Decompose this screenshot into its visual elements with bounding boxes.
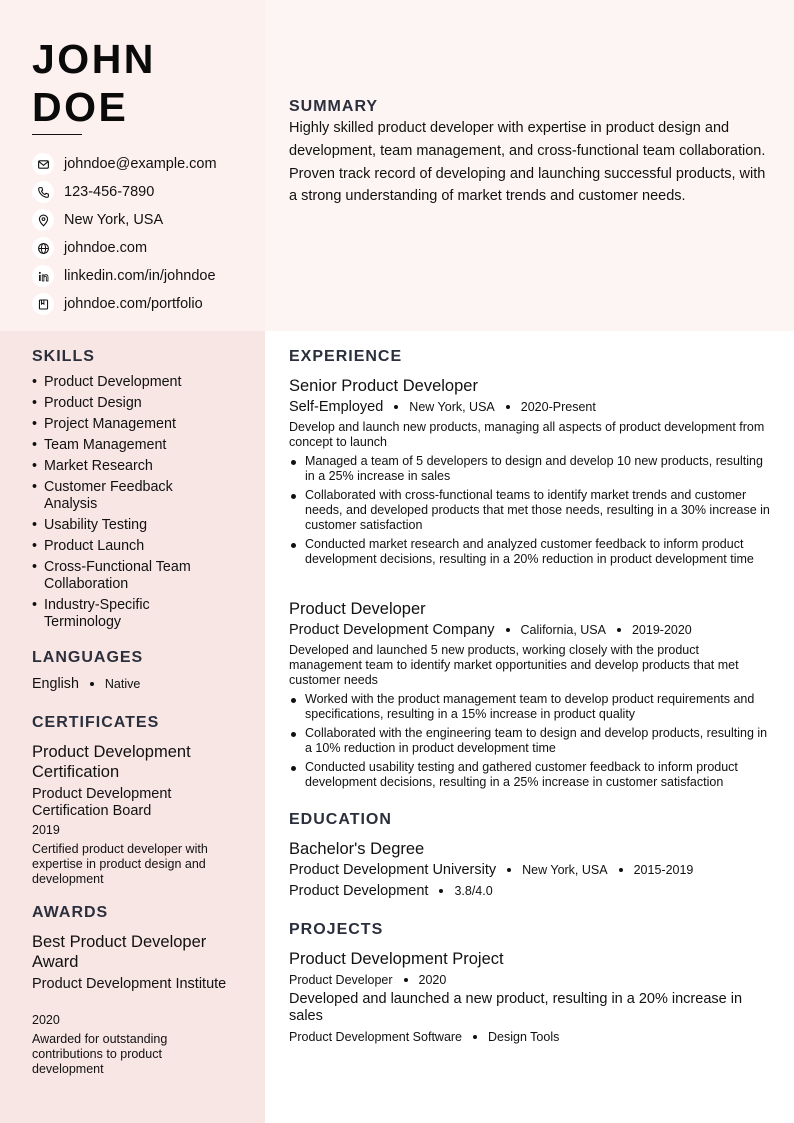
certificate-issuer: Product Development Certification Board [32, 786, 172, 819]
globe-icon [32, 237, 54, 259]
contact-portfolio-text: johndoe.com/portfolio [64, 296, 203, 312]
projects-heading: PROJECTS [289, 921, 384, 938]
achievement-item: Collaborated with cross-functional teams to identify market trends and customer needs, and developed products that met those needs, resulting in a 30% increase in customer satisfaction [289, 488, 771, 533]
first-name: JOHN [32, 36, 156, 82]
separator-dot [507, 868, 511, 872]
separator-dot [619, 868, 623, 872]
job-meta [289, 398, 771, 416]
languages-heading: LANGUAGES [32, 649, 144, 666]
location-pin-icon [32, 209, 54, 231]
summary-text: Highly skilled product developer with expertise in product design and development, team management, and cross-functional team collaboration. Proven track record of developing and launching successful products, with a strong understanding of market trends and customer needs. [289, 120, 766, 205]
separator-dot [506, 628, 510, 632]
job-achievements [289, 454, 771, 571]
award-title: Best Product Developer Award [32, 933, 207, 971]
certificate-year: 2019 [32, 823, 60, 837]
contact-phone-text: 123-456-7890 [64, 184, 155, 200]
skill-item: • Customer Feedback Analysis [32, 479, 207, 513]
award-description: Awarded for outstanding contributions to product development [32, 1032, 168, 1076]
education-school: Product Development University [289, 862, 497, 878]
job-description: Develop and launch new products, managing all aspects of product development from concept to launch [289, 420, 765, 449]
skill-item: • Product Development [32, 374, 242, 391]
skill-item: • Cross-Functional Team Collaboration [32, 559, 212, 593]
skills-heading: SKILLS [32, 348, 95, 365]
education-heading: EDUCATION [289, 811, 392, 828]
job-description: Developed and launched 5 new products, working closely with the product management team to identify market opportunities and develop products that met customer needs [289, 643, 739, 687]
education-location: New York, USA [522, 863, 608, 877]
contact-linkedin-text: linkedin.com/in/johndoe [64, 268, 216, 284]
award-issuer: Product Development Institute [32, 976, 227, 992]
contact-linkedin[interactable] [32, 262, 217, 290]
skill-item: • Usability Testing [32, 517, 242, 534]
full-name [32, 35, 156, 131]
achievement-item: Managed a team of 5 developers to design and develop 10 new products, resulting in a 25% increase in sales [289, 454, 771, 484]
skills-list [32, 374, 242, 635]
linkedin-icon [32, 265, 54, 287]
job-location: California, USA [520, 623, 606, 637]
education-field-meta [289, 882, 771, 900]
job-company: Product Development Company [289, 622, 495, 638]
contact-list [32, 150, 217, 318]
experience-heading: EXPERIENCE [289, 348, 403, 365]
job-company: Self-Employed [289, 399, 384, 415]
contact-email[interactable] [32, 150, 217, 178]
project-tool: Design Tools [488, 1030, 560, 1044]
achievement-item: Conducted market research and analyzed customer feedback to inform product development decisions, resulting in a 20% reduction in product development time [289, 537, 771, 567]
project-role: Product Developer [289, 973, 393, 987]
mail-icon [32, 153, 54, 175]
language-name: English [32, 676, 79, 692]
contact-phone[interactable] [32, 178, 217, 206]
achievement-item: Collaborated with the engineering team to design and develop products, resulting in a 10% reduction in product development time [289, 726, 771, 756]
contact-portfolio[interactable] [32, 290, 217, 318]
separator-dot [394, 405, 398, 409]
education-field: Product Development [289, 883, 429, 899]
phone-icon [32, 181, 54, 203]
job-achievements [289, 692, 771, 794]
project-tool: Product Development Software [289, 1030, 463, 1044]
awards-heading: AWARDS [32, 904, 109, 921]
skill-item: • Industry-Specific Terminology [32, 597, 182, 631]
contact-website-text: johndoe.com [64, 240, 148, 256]
skill-item: • Product Launch [32, 538, 242, 555]
project-tools [289, 1028, 771, 1046]
skill-item: • Product Design [32, 395, 242, 412]
project-meta [289, 971, 771, 989]
achievement-item: Conducted usability testing and gathered customer feedback to inform product development decisions, resulting in a 25% increase in customer satisfaction [289, 760, 771, 790]
name-divider [32, 134, 82, 135]
contact-email-text: johndoe@example.com [64, 156, 217, 172]
separator-dot [506, 405, 510, 409]
last-name: DOE [32, 84, 129, 130]
achievement-item: Worked with the product management team to develop product requirements and specifications, resulting in a 15% increase in product quality [289, 692, 771, 722]
certificate-description: Certified product developer with expertise in product design and development [32, 842, 208, 886]
job-role: Product Developer [289, 600, 426, 618]
skill-item: • Team Management [32, 437, 242, 454]
education-dates: 2015-2019 [633, 863, 694, 877]
project-title: Product Development Project [289, 950, 504, 968]
job-dates: 2019-2020 [631, 623, 692, 637]
award-year: 2020 [32, 1013, 60, 1027]
separator-dot [617, 628, 621, 632]
portfolio-icon [32, 293, 54, 315]
separator-dot [439, 889, 443, 893]
education-meta [289, 861, 771, 879]
language-item [32, 676, 242, 692]
language-level: Native [104, 677, 141, 691]
education-gpa: 3.8/4.0 [454, 884, 493, 898]
certificate-title: Product Development Certification [32, 743, 191, 781]
summary-heading: SUMMARY [289, 98, 379, 115]
certificates-heading: CERTIFICATES [32, 714, 160, 731]
education-degree: Bachelor's Degree [289, 840, 425, 858]
job-meta [289, 621, 771, 639]
skill-item: • Project Management [32, 416, 242, 433]
job-role: Senior Product Developer [289, 377, 478, 395]
project-description: Developed and launched a new product, resulting in a 20% increase in sales [289, 991, 743, 1024]
contact-location [32, 206, 217, 234]
separator-dot [404, 978, 408, 982]
separator-dot [90, 682, 94, 686]
separator-dot [473, 1035, 477, 1039]
contact-website[interactable] [32, 234, 217, 262]
skill-item: • Market Research [32, 458, 242, 475]
project-year: 2020 [418, 973, 447, 987]
job-dates: 2020-Present [520, 400, 596, 414]
job-location: New York, USA [409, 400, 495, 414]
contact-location-text: New York, USA [64, 212, 164, 228]
